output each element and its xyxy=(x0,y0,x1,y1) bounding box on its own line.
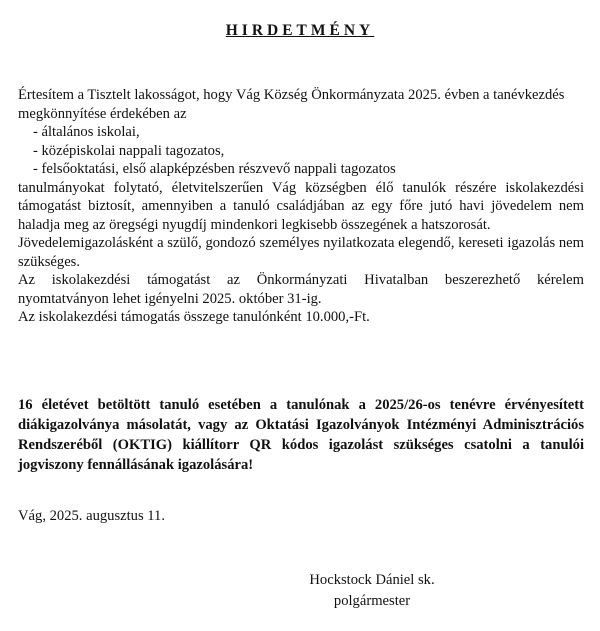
application-paragraph: Az iskolakezdési támogatást az Önkormányzati Hivatalban beszerezhető kérelem nyomtatványon lehet igényelni 2025. október 31-ig. xyxy=(18,272,584,307)
intro-paragraph: Értesítem a Tisztelt lakosságot, hogy Vág Község Önkormányzata 2025. évben a tanévkezdés megkönnyítése érdekében az xyxy=(18,87,565,122)
document-title: HIRDETMÉNY xyxy=(225,22,375,39)
signer-name: Hockstock Dániel sk. xyxy=(309,572,435,588)
place-date: Vág, 2025. augusztus 11. xyxy=(18,508,165,524)
amount-paragraph: Az iskolakezdési támogatás összege tanulónként 10.000,-Ft. xyxy=(18,309,370,325)
bullet-item-higher-education: - felsőoktatási, első alapképzésben részvevő nappali tagozatos xyxy=(33,161,396,177)
signer-title: polgármester xyxy=(333,593,411,609)
bullet-item-elementary: - általános iskolai, xyxy=(33,124,140,140)
support-paragraph: tanulmányokat folytató, életvitelszerűen Vág községben élő tanulók részére iskolakezdési támogatást biztosít, amennyiben a tanuló családjában az egy főre jutó havi jövedelem nem haladja meg az öregségi nyugdíj mindenkori legkisebb összegének a hatszorosát. xyxy=(18,179,584,233)
announcement-body xyxy=(18,86,584,327)
bold-notice: 16 életévet betöltött tanuló esetében a tanulónak a 2025/26-os tenévre érvényesített diákigazolványa másolatát, vagy az Oktatási Igazolványok Intézményi Adminisztrációs Rendszeréből (OKTIG) kiállítorr QR kódos igazolást szükséges csatolni a tanulói jogviszony fennállásának igazolására! xyxy=(18,396,584,473)
income-paragraph: Jövedelemigazolásként a szülő, gondozó személyes nyilatkozata elegendő, kereseti igazolás nem szükséges. xyxy=(18,235,584,270)
bullet-item-secondary: - középiskolai nappali tagozatos, xyxy=(33,142,225,159)
signature-block xyxy=(292,570,452,612)
